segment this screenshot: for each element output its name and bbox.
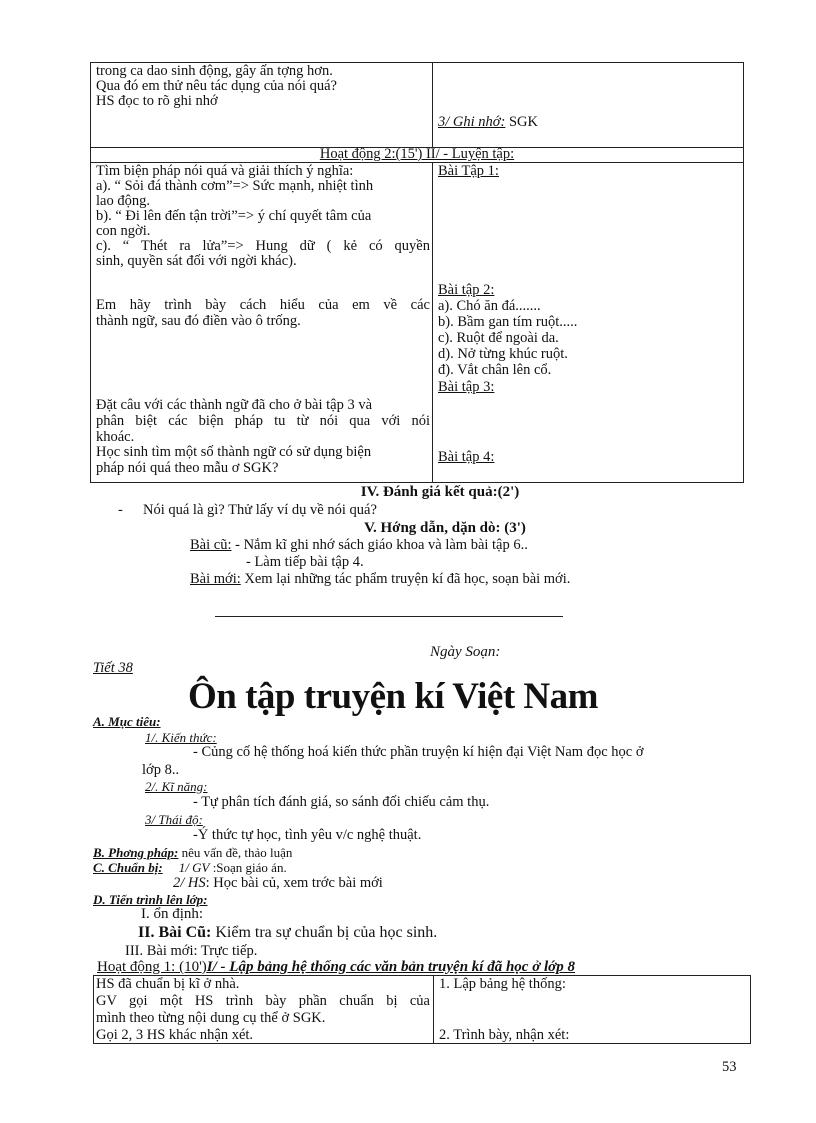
subsection-a2: 2/. Kĩ năng: (145, 779, 208, 794)
table-text: Em hãy trình bày cách hiểu của em về các (96, 297, 430, 313)
step-2-text: Kiểm tra sự chuẩn bị của học sinh. (211, 924, 438, 941)
column-divider (432, 162, 433, 483)
step-2-label: II. Bài Cũ: (138, 924, 212, 941)
section-d: D. Tiến trình lên lớp: (93, 892, 208, 907)
activity-1-label: Hoạt động 1: (10') (97, 959, 207, 975)
section-b: B. Phơng pháp: (93, 845, 179, 860)
section-5-title: V. Hớng dẫn, dặn dò: (3') (364, 520, 526, 536)
table-text: HS đã chuẩn bị kĩ ở nhà. (96, 976, 240, 992)
table-text: mình theo từng nội dung cụ thể ở SGK. (96, 1010, 326, 1026)
text: -Ý thức tự học, tình yêu v/c nghệ thuật. (193, 827, 422, 843)
table-text: Học sinh tìm một số thành ngữ có sử dụng biện (96, 444, 372, 460)
section-4-title: IV. Đánh giá kết quả:(2') (360, 484, 520, 500)
bai-moi-label: Bài mới: (190, 571, 241, 587)
column-divider (432, 62, 433, 147)
table-text: sinh, quyền sát đối với ngời khác). (96, 253, 297, 269)
table-text: Qua đó em thử nêu tác dụng của nói quá? (96, 78, 337, 94)
text: nêu vấn đề, thảo luận (178, 845, 293, 860)
ghi-nho-text: SGK (505, 114, 538, 130)
table-text: con ngời. (96, 223, 151, 239)
label: 2/ HS (173, 875, 206, 891)
exercise-item: c). Ruột để ngoài da. (438, 330, 559, 346)
table-text: c). “ Thét ra lửa”=> Hung dữ ( kẻ có quyền (96, 238, 430, 254)
text: lớp 8.. (142, 762, 180, 778)
ghi-nho (438, 115, 538, 130)
section-4-item: Nói quá là gì? Thử lấy ví dụ về nói quá? (143, 502, 377, 518)
table-text: 1. Lập bảng hệ thống: (439, 976, 566, 992)
bai-cu-text: - Nắm kĩ ghi nhớ sách giáo khoa và làm bài tập 6.. (231, 537, 528, 553)
table-text: HS đọc to rõ ghi nhớ (96, 93, 218, 109)
exercise-3-label: Bài tập 3: (438, 379, 495, 395)
table-text: a). “ Sỏi đá thành cơm”=> Sức mạnh, nhiệt tình (96, 178, 374, 194)
exercise-item: đ). Vắt chân lên cổ. (438, 362, 552, 378)
step-1: I. ổn định: (141, 906, 204, 922)
column-divider (433, 975, 434, 1044)
table-text: khoác. (96, 429, 135, 445)
table-text: Gọi 2, 3 HS khác nhận xét. (96, 1027, 254, 1043)
table-text: b). “ Đi lên đến tận trời”=> ý chí quyết tâm của (96, 208, 372, 224)
table-text: pháp nói quá theo mẫu ơ SGK? (96, 460, 279, 476)
separator-line (215, 616, 563, 617)
activity-1-title: I/ - Lập bảng hệ thống các văn bản truyện kí đã học ở lớp 8 (206, 959, 575, 975)
exercise-item: a). Chó ăn đá....... (438, 298, 541, 314)
table-text: GV gọi một HS trình bày phần chuẩn bị của (96, 993, 430, 1009)
table-text: phân biệt các biện pháp tu từ nói qua với nói (96, 413, 430, 429)
exercise-4-label: Bài tập 4: (438, 449, 495, 465)
page-number: 53 (722, 1059, 737, 1075)
bai-cu-label: Bài cũ: (190, 537, 232, 553)
table-text: lao động. (96, 193, 150, 209)
lesson-title: Ôn tập truyện kí Việt Nam (188, 676, 598, 717)
table-text: Tìm biện pháp nói quá và giải thích ý nghĩa: (96, 163, 354, 179)
table-text: 2. Trình bày, nhận xét: (439, 1027, 570, 1043)
ghi-nho-label: 3/ Ghi nhớ: (438, 114, 506, 130)
text: - Tự phân tích đánh giá, so sánh đối chiếu cảm thụ. (193, 794, 490, 810)
text: :Soạn giáo án. (209, 860, 287, 875)
exercise-1-label: Bài Tập 1: (438, 163, 499, 179)
text: : Học bài củ, xem trớc bài mới (205, 875, 383, 891)
section-a: A. Mục tiêu: (93, 714, 161, 729)
ngay-soan: Ngày Soạn: (430, 644, 501, 660)
step-3: III. Bài mới: Trực tiếp. (125, 943, 258, 959)
subsection-a3: 3/ Thái độ: (145, 812, 203, 827)
subsection-a1: 1/. Kiến thức: (145, 730, 217, 745)
bai-cu-text: - Làm tiếp bài tập 4. (246, 554, 364, 570)
section-c: C. Chuẩn bị: (93, 860, 163, 875)
label: 1/ GV (178, 860, 210, 875)
bai-moi-text: Xem lại những tác phẩm truyện kí đã học, soạn bài mới. (240, 571, 571, 587)
text: - Củng cố hệ thống hoá kiến thức phần truyện kí hiện đại Việt Nam đọc học ở (193, 744, 644, 760)
activity-2-header: Hoạt động 2:(15') II/ - Luyện tập: (319, 146, 515, 162)
exercise-item: d). Nở từng khúc ruột. (438, 346, 568, 362)
exercise-item: b). Bầm gan tím ruột..... (438, 314, 578, 330)
exercise-2-label: Bài tập 2: (438, 282, 495, 298)
table-text: thành ngữ, sau đó điền vào ô trống. (96, 313, 301, 329)
bullet: - (118, 502, 123, 518)
tiet-number: Tiết 38 (93, 660, 133, 676)
table-text: Đặt câu với các thành ngữ đã cho ở bài tập 3 và (96, 397, 373, 413)
table-text: trong ca dao sinh động, gây ấn tợng hơn. (96, 63, 333, 79)
